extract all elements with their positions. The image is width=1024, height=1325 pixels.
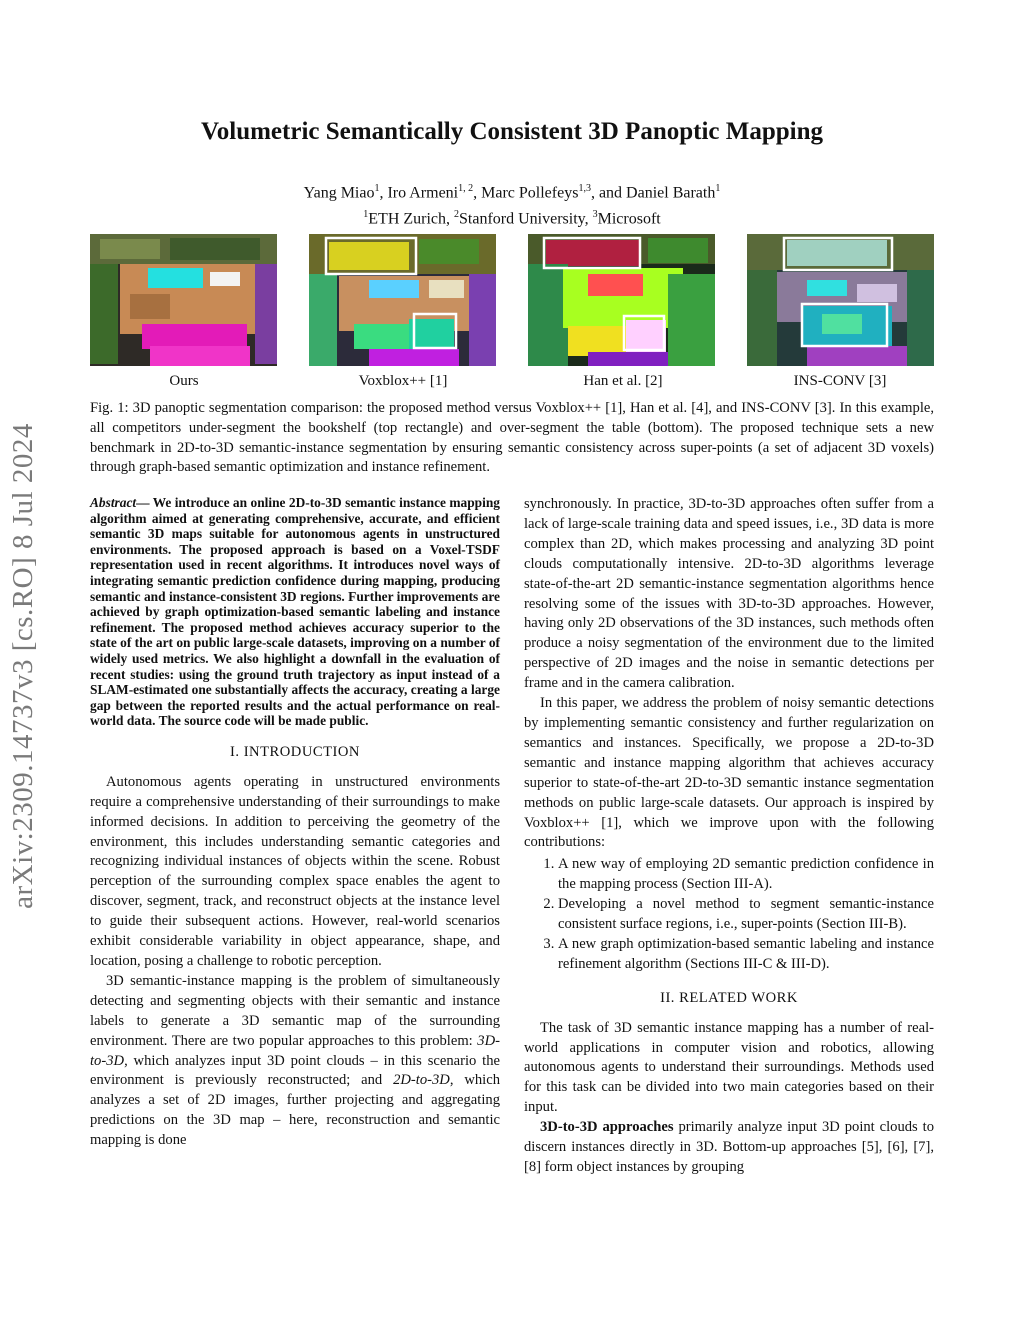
related-paragraph-1: The task of 3D semantic instance mapping has a number of real-world applications in computer vision and robotics, allowing autonomous agents to understand their surroundings. Methods used for this task can be divided into two main categories based on their input. bbox=[524, 1019, 934, 1116]
figure-panel-han bbox=[528, 234, 715, 366]
intro-paragraph-4: In this paper, we address the problem of noisy semantic detections by implementing semantic consistency and further regularization on semantics and instances. Specifically, we propose a 2D-to-3D semantic and instance mapping algorithm that achieves accuracy superior to state-of-the-art 2D-to-3D semantic instance segmentation methods on public large-scale datasets. Our approach is inspired by Voxblox++ [1], which we improve upon with the following contributions: bbox=[524, 695, 934, 851]
abstract bbox=[90, 495, 500, 729]
list-item: 2. Developing a novel method to segment semantic-instance consistent surface regions, i.e., super-points (Section III-B). bbox=[558, 895, 934, 935]
right-column bbox=[524, 495, 934, 1178]
intro-paragraph-2: 3D semantic-instance mapping is the problem of simultaneously detecting and segmenting objects with their semantic and instance labels to generate a 3D semantic map of the surrounding environment. There are two popular approaches to this problem: 3D-to-3D, which analyzes input 3D point clouds – in this scenario the environment is previously reconstructed; and 2D-to-3D, which analyzes a set of 2D images, further projecting and aggregating predictions on the 3D map – here, reconstruction and semantic mapping is done bbox=[90, 972, 501, 1149]
paper-title: Volumetric Semantically Consistent 3D Panoptic Mapping bbox=[201, 118, 823, 145]
intro-paragraph-3: synchronously. In practice, 3D-to-3D approaches often suffer from a lack of large-scale training data and speed issues, i.e., 3D data is more complex than 2D, which makes processing and analyzing 3D point clouds computationally intensive. 2D-to-3D algorithms leverage state-of-the-art 2D semantic-instance segmentation algorithms hence resolving some of the issues with 3D-to-3D approaches. However, having only 2D observations of the 3D instances, such methods often produce a noisy segmentation of the environment due to the limited perspective of 2D images and the noise in semantic detections per frame and in the camera calibration. bbox=[524, 496, 934, 692]
figure-panel-voxblox bbox=[309, 234, 496, 366]
left-column bbox=[90, 495, 500, 1151]
arxiv-identifier: arXiv:2309.14737v3 [cs.RO] 8 Jul 2024 bbox=[7, 423, 39, 909]
abstract-text: — We introduce an online 2D-to-3D semantic instance mapping algorithm aimed at generating comprehensive, accurate, and efficient semantic 3D maps suitable for autonomous agents in unstructured environments. The proposed approach is based on a Voxel-TSDF representation used in recent algorithms. It introduces novel ways of integrating semantic prediction confidence during mapping, producing semantic and instance-consistent 3D regions. Further improvements are achieved by graph optimization-based semantic labeling and instance refinement. The proposed method achieves accuracy superior to the state of the art on public large-scale datasets, improving on a number of widely used metrics. We also highlight a downfall in the evaluation of recent studies: using the ground truth trajectory as input instead of a SLAM-estimated one substantially affects the accuracy, creating a large gap between the reported results and the actual performance on real-world data. The source code will be made public. bbox=[90, 495, 500, 729]
related-paragraph-2: 3D-to-3D approaches primarily analyze input 3D point clouds to discern instances directly in 3D. Bottom-up approaches [5], [6], [7], [8] form object instances by grouping bbox=[524, 1119, 934, 1175]
figure-label-voxblox: Voxblox++ [1] bbox=[358, 373, 448, 389]
figure-panel-ours bbox=[90, 234, 277, 366]
contributions-list bbox=[524, 855, 934, 974]
figure-label-han: Han et al. [2] bbox=[583, 373, 663, 389]
author-list: Yang Miao$^1$, Iro Armeni$^{1, 2}$, Marc Pollefeys$^{1,3}$, and Daniel Barath$^1$ bbox=[303, 183, 721, 202]
list-item: 3. A new graph optimization-based semantic labeling and instance refinement algorithm (Sections III-C & III-D). bbox=[558, 935, 934, 975]
figure-label-ours: Ours bbox=[169, 373, 199, 389]
abstract-label: Abstract bbox=[90, 495, 137, 510]
section-heading-introduction: I. INTRODUCTION bbox=[230, 743, 360, 760]
affiliation-list: $^1$ETH Zurich, $^2$Stanford University, $^3$Microsoft bbox=[363, 209, 661, 228]
section-heading-related-work: II. RELATED WORK bbox=[660, 989, 798, 1006]
figure-label-insconv: INS-CONV [3] bbox=[793, 373, 887, 389]
figure-panel-insconv bbox=[747, 234, 934, 366]
list-item: 1. A new way of employing 2D semantic prediction confidence in the mapping process (Section III-A). bbox=[558, 855, 934, 895]
figure-caption: Fig. 1: 3D panoptic segmentation comparison: the proposed method versus Voxblox++ [1], Han et al. [4], and INS-CONV [3]. In this example, all competitors under-segment the bookshelf (top rectangle) and over-segment the table (bottom). The proposed technique sets a new benchmark in 2D-to-3D semantic-instance segmentation by ensuring semantic consistency across super-points (a set of adjacent 3D voxels) through graph-based semantic optimization and instance refinement. bbox=[90, 400, 934, 476]
intro-paragraph-1: Autonomous agents operating in unstructured environments require a comprehensive understanding of their surroundings to make informed decisions. In addition to perceiving the geometry of the environment, this includes understanding semantic categories and recognizing individual instances of objects within the scene. Robust perception of the surrounding complex space enables the agent to discover, segment, track, and reconstruct objects at the instance level to guide their subsequent actions. However, real-world scenarios exhibit considerable variability in object appearance, shape, and location, posing a challenge to robotic perception. bbox=[90, 773, 500, 969]
author-block bbox=[90, 178, 934, 231]
